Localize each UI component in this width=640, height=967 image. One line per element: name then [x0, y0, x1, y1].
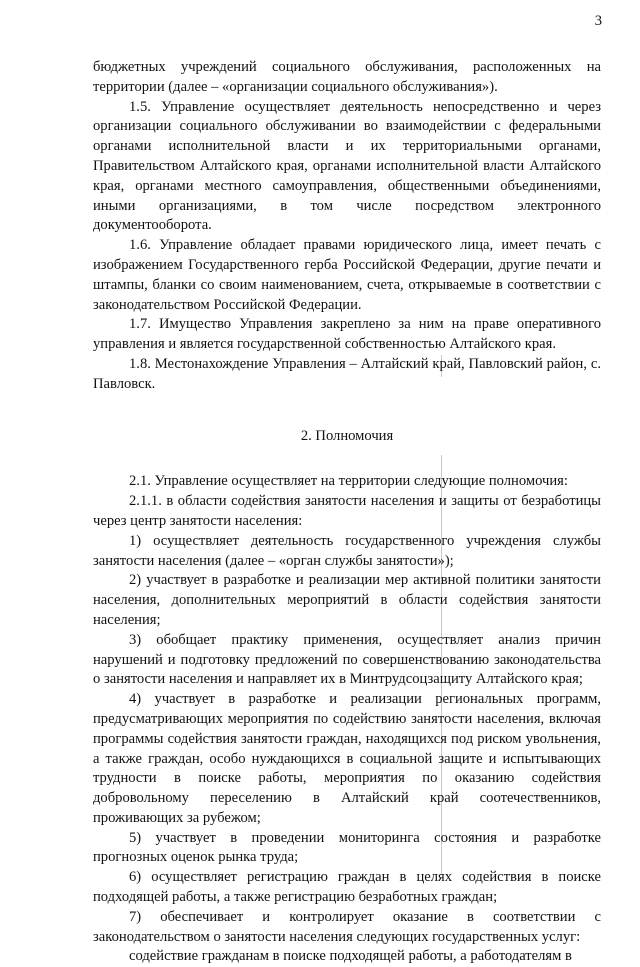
paragraph: 7) обеспечивает и контролирует оказание в соответствии с законодательством о занятости населения следующих государственных услуг:: [93, 908, 601, 945]
page-number: 3: [594, 13, 602, 29]
paragraph: 1.6. Управление обладает правами юридического лица, имеет печать с изображением Государственного герба Российской Федерации, другие печати и штампы, бланки со своим наименованием, счета, открываемые в соответствии с законодательством Российской Федерации.: [93, 237, 601, 313]
paragraph: 3) обобщает практику применения, осуществляет анализ причин нарушений и подготовку предложений по совершенствованию законодательства о занятости населения и направляет их в Минтрудсоцзащиту Алтайского края;: [93, 631, 601, 688]
paragraph: бюджетных учреждений социального обслуживания, расположенных на территории (далее – «организации социального обслуживания»).: [93, 59, 601, 95]
paragraph: 2.1. Управление осуществляет на территории следующие полномочия:: [129, 473, 568, 490]
section-1-continuation: [93, 58, 601, 395]
paragraph: 5) участвует в проведении мониторинга состояния и разработке прогнозных оценок рынка труда;: [93, 829, 601, 866]
paragraph: 1.7. Имущество Управления закреплено за ним на праве оперативного управления и является государственной собственностью Алтайского края.: [93, 316, 601, 353]
paragraph: содействие гражданам в поиске подходящей работы, а работодателям в: [129, 948, 572, 965]
document-body: [93, 58, 601, 967]
paragraph: 1) осуществляет деятельность государственного учреждения службы занятости населения (далее – «орган службы занятости»);: [93, 532, 601, 569]
paragraph: 2.1.1. в области содействия занятости населения и защиты от безработицы через центр занятости населения:: [93, 493, 601, 529]
paragraph: 4) участвует в разработке и реализации региональных программ, предусматривающих мероприятия по содействию занятости населения, включая программы содействия занятости граждан, находящихся под риском увольнения, а также граждан, особо нуждающихся в социальной защите и испытывающих трудности в поиске работы, мероприятия по оказанию содействия добровольному переселению в Алтайский край соотечественников, проживающих за рубежом;: [93, 691, 601, 826]
paragraph: 2) участвует в разработке и реализации мер активной политики занятости населения, дополнительных мероприятий в области содействия занятости населения;: [93, 572, 601, 628]
paragraph: 1.5. Управление осуществляет деятельность непосредственно и через организации социального обслуживании во взаимодействии с федеральными органами исполнительной власти и их территориальными органами, Правительством Алтайского края, органами исполнительной власти Алтайского края, органами местного самоуправления, общественными объединениями, иными организациями, в том числе посредством электронного документооборота.: [93, 98, 601, 234]
section-2-body: [93, 472, 601, 967]
paragraph: 6) осуществляет регистрацию граждан в целях содействия в поиске подходящей работы, а также регистрацию безработных граждан;: [93, 869, 601, 906]
paragraph: 1.8. Местонахождение Управления – Алтайский край, Павловский район, с. Павловск.: [93, 355, 601, 392]
section-heading: 2. Полномочия: [300, 427, 394, 444]
